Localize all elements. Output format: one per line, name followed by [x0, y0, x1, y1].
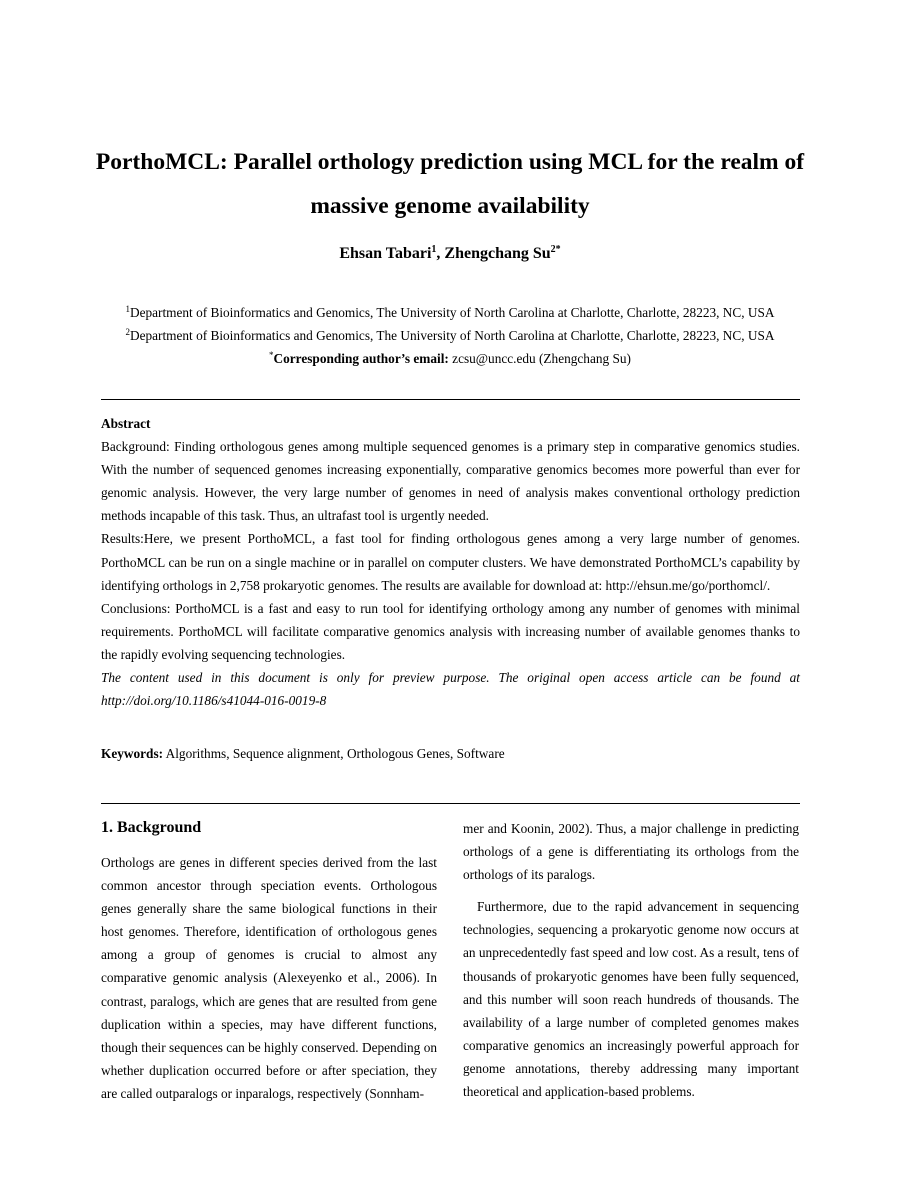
keywords: [101, 742, 800, 765]
author-affiliation-mark: 2*: [550, 244, 561, 255]
affiliation-mark: 2: [125, 327, 130, 337]
correspondence-mark: *: [269, 350, 274, 360]
right-column: [463, 817, 799, 1103]
affiliation-line: [60, 301, 840, 324]
correspondence-email: zcsu@uncc.edu (Zhengchang Su): [448, 351, 631, 366]
author-name: Ehsan Tabari: [339, 245, 432, 262]
abstract-background: Background: Finding orthologous genes among multiple sequenced genomes is a primary step in comparative genomics studies. With the number of sequenced genomes increasing exponentially, comparative genomics becomes more powerful than ever for genomic analysis. However, the very large number of genomes in need of analysis makes conventional orthology prediction methods incapable of this task. Thus, an ultrafast tool is urgently needed.: [101, 439, 800, 524]
affiliation-line: [60, 324, 840, 347]
correspondence-label: Corresponding author’s email:: [273, 351, 449, 366]
abstract-heading: Abstract: [101, 416, 151, 431]
section-heading: 1. Background: [101, 819, 202, 836]
section-divider: [101, 803, 800, 804]
author-list: [100, 243, 800, 265]
body-paragraph: Orthologs are genes in different species derived from the last common ancestor through speciation events. Orthologous genes generally share the same biological functions in their host genomes. Therefore, identification of orthologous genes among a group of genomes is crucial to almost any comparative genomic analysis (Alexeyenko et al., 2006). In contrast, paralogs, which are genes that are resulted from gene duplication within a species, may have different functions, though their sequences can be highly conserved. Depending on whether duplication occurred before or after speciation, they are called outparalogs or inparalogs, respectively (Sonnham-: [101, 855, 437, 1101]
affiliation-text: Department of Bioinformatics and Genomics, The University of North Carolina at Charlotte, Charlotte, 28223, NC, USA: [129, 305, 775, 320]
keywords-label: Keywords:: [101, 746, 164, 761]
author-name: Zhengchang Su: [444, 245, 551, 262]
top-divider: [101, 399, 800, 400]
keywords-text: Algorithms, Sequence alignment, Orthologous Genes, Software: [163, 746, 505, 761]
abstract-results: Results:Here, we present PorthoMCL, a fast tool for finding orthologous genes among a very large number of genomes. PorthoMCL can be run on a single machine or in parallel on computer clusters. We have demonstrated PorthoMCL’s capability by identifying orthologs in 2,758 prokaryotic genomes. The results are available for download at: http://ehsun.me/go/porthomcl/.: [101, 531, 800, 593]
correspondence-line: [60, 347, 840, 370]
affiliation-mark: 1: [125, 304, 130, 314]
body-paragraph-continuation: mer and Koonin, 2002). Thus, a major challenge in predicting orthologs of a gene is differentiating its orthologs from the orthologs of its paralogs.: [463, 821, 799, 883]
left-column: [101, 817, 437, 1105]
body-paragraph: Furthermore, due to the rapid advancement in sequencing technologies, sequencing a prokaryotic genome now occurs at an unprecedentedly fast speed and low cost. As a result, tens of thousands of prokaryotic genomes have been fully sequenced, and this number will soon reach hundreds of thousands. The availability of a large number of completed genomes makes comparative genomics an increasingly powerful approach for genome annotations, thereby addressing many important theoretical and application-based problems.: [463, 899, 799, 1100]
author-separator: ,: [436, 245, 445, 262]
affiliation-text: Department of Bioinformatics and Genomics, The University of North Carolina at Charlotte, Charlotte, 28223, NC, USA: [129, 328, 775, 343]
abstract-conclusions: Conclusions: PorthoMCL is a fast and easy to run tool for identifying orthology among any number of genomes with minimal requirements. PorthoMCL will facilitate comparative genomics analysis with increasing number of available genomes thanks to the rapidly evolving sequencing technologies.: [101, 600, 800, 662]
paper-title: PorthoMCL: Parallel orthology prediction using MCL for the realm of massive genome availability: [95, 149, 805, 219]
preview-notice: The content used in this document is only for preview purpose. The original open access article can be found at http://doi.org/10.1186/s41044-016-0019-8: [101, 670, 800, 709]
affiliations: [60, 301, 840, 370]
author-affiliation-mark: 1: [431, 244, 437, 255]
abstract: [101, 412, 800, 712]
